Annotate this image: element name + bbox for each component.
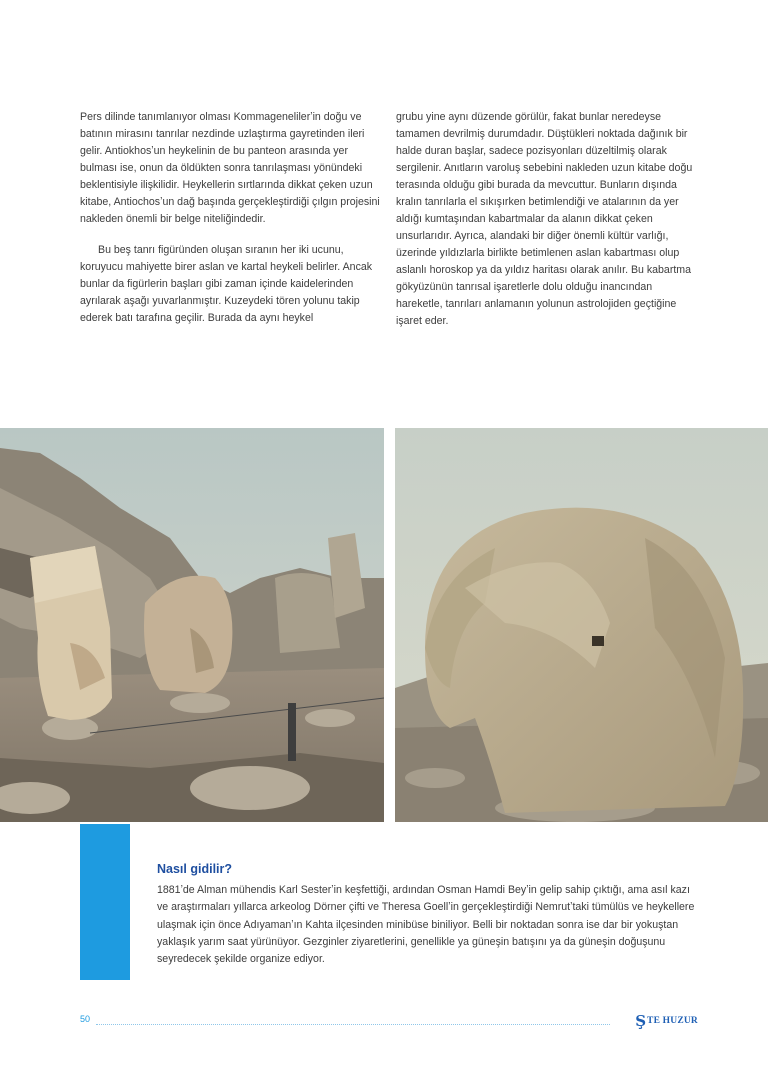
footer-divider bbox=[96, 1024, 610, 1025]
paragraph: Pers dilinde tanımlanıyor olması Kommagenelilerʼin doğu ve batının mirasını tanrılar nezdinde uzlaştırma gayretinden ileri gelir. Antiokhosʼun heykelinin de bu panteon arasında yer bulması ise, onun da öldükten sonra tanrılaşması yönündeki beklentisiyle ilişkilidir. Heykellerin sırtlarında dikkat çeken uzun kitabe, Antiochosʼun dağ başında gerçekleştirdiği çılgın projesini nakleden önemli bir belge niteliğindedir. bbox=[80, 111, 380, 225]
info-box-body: 1881ʼde Alman mühendis Karl Sesterʼin keşfettiği, ardından Osman Hamdi Beyʼin gelip sahip çıktığı, ama asıl kazı ve araştırmaları yıllarca arkeolog Dörner çifti ve Theresa Goellʼin gerçekleştirdiği Nemrutʼtaki tümülüs ve heykellere ulaşmak için önce Adıyamanʼın Kahta ilçesinden minibüse biniliyor. Belli bir noktadan sonra ise dar bir yokuştan yaklaşık yarım saat yürünüyor. Gezginler ziyaretlerini, genellikle ya güneşin batışını ya da güneşin doğuşunu seyredecek şekilde organize ediyor. bbox=[157, 884, 695, 966]
brand-mark: Ş bbox=[635, 1012, 647, 1030]
photo-stone-heads bbox=[0, 428, 384, 822]
brand-logo bbox=[635, 1012, 698, 1030]
article-column-right bbox=[396, 109, 698, 344]
photo-eagle-head bbox=[395, 428, 768, 822]
info-box-title: Nasıl gidilir? bbox=[157, 862, 233, 876]
paragraph: grubu yine aynı düzende görülür, fakat bunlar neredeyse tamamen devrilmiş durumdadır. Düştükleri noktada dağınık bir halde duran başlar, sadece pozisyonları düzeltilmiş olarak sergilenir. Anıtların varoluş sebebini nakleden uzun kitabe doğu terasında olduğu gibi burada da mevcuttur. Bunların dışında kralın tanrılarla el sıkışırken betimlendiği ve atalarının da yer aldığı kumtaşından kabartmalar da alanın dikkat çeken unsurlarıdır. Ayrıca, alandaki bir diğer önemli kültür varlığı, üzerinde yıldızlarla birlikte betimlenen aslan kabartması olup aslanlı horoskop ya da yıldız haritası olarak anılır. Bu kabartma gökyüzünün tanrısal işaretlerle dolu olduğu inancından hareketle, tanrıları anlamanın yolunun astrolojiden geçtiğine işaret eder. bbox=[396, 111, 693, 327]
accent-bar bbox=[80, 824, 130, 980]
page-footer bbox=[80, 1012, 698, 1030]
article-column-left bbox=[80, 109, 380, 341]
page-number: 50 bbox=[80, 1014, 91, 1024]
paragraph: Bu beş tanrı figüründen oluşan sıranın her iki ucunu, koruyucu mahiyette birer aslan ve kartal heykeli belirler. Ancak bunlar da figürlerin başları gibi zaman içinde kaidelerinden ayrılarak aşağı yuvarlanmıştır. Kuzeydeki tören yolunu takip ederek batı tarafına geçilir. Burada da aynı heykel bbox=[80, 244, 373, 324]
brand-text: TE HUZUR bbox=[647, 1016, 698, 1026]
